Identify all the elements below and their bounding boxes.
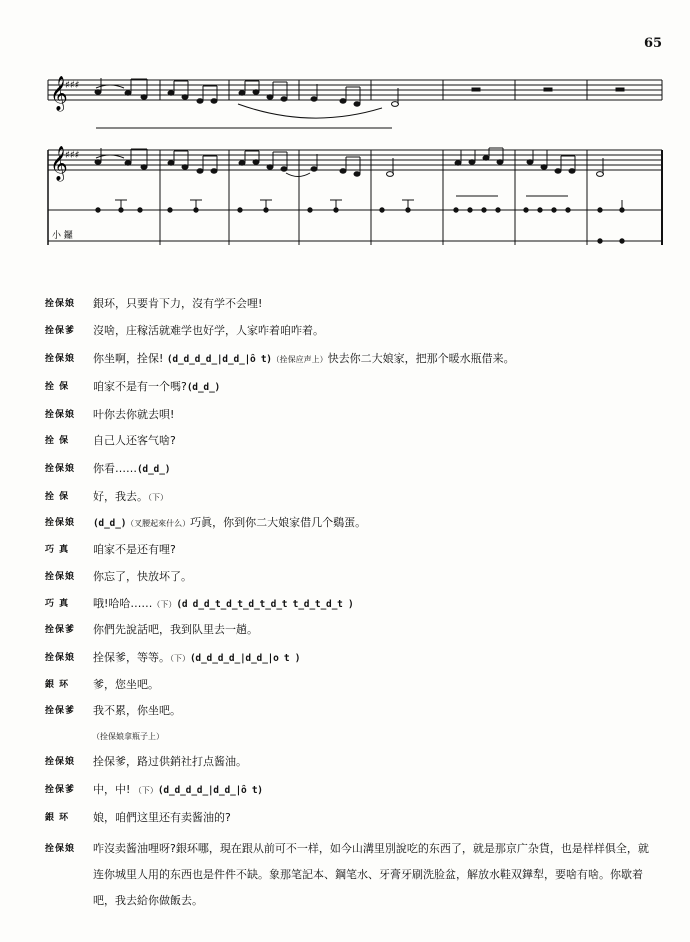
spoken-text: 沒啥，庄稼活就难学也好学，人家咋着咱咋着。	[93, 324, 324, 337]
percussion-rhythm: (d̲d̲d̲d̲|d̲d̲|ȏ t)	[157, 785, 263, 796]
dialogue-line	[45, 515, 655, 532]
dialogue-line	[45, 810, 655, 826]
speaker-name: 拴 保	[45, 492, 70, 502]
stage-note: （下）	[152, 600, 177, 609]
spoken-text: 你坐啊，拴保!	[93, 352, 167, 365]
svg-text:♯♯♯: ♯♯♯	[65, 150, 80, 161]
speaker-name: 拴保爹	[45, 625, 76, 635]
music-score	[0, 0, 690, 262]
dialogue-line	[45, 323, 655, 339]
dialogue-line	[45, 489, 655, 506]
dialogue-text	[93, 433, 651, 449]
speaker-name: 拴保娘	[45, 844, 76, 854]
spoken-text: 銀环，只要肯下力，沒有学不会哩!	[93, 297, 263, 310]
percussion-rhythm: (d̲d̲)	[186, 382, 220, 393]
speaker-name: 拴 保	[45, 382, 70, 392]
dialogue-line	[45, 650, 655, 667]
dialogue-line	[45, 622, 655, 638]
svg-text:♯♯♯: ♯♯♯	[65, 80, 80, 91]
speaker-name: 拴 保	[45, 436, 70, 446]
dialogue-line	[45, 296, 655, 312]
spoken-text: 娘，咱們这里还有卖酱油的?	[93, 811, 231, 824]
spoken-text: 自己人还客气啥?	[93, 434, 176, 447]
speaker-name: 銀 环	[45, 680, 70, 690]
spoken-text: 好，我去。	[93, 490, 148, 503]
dialogue-line	[45, 677, 655, 693]
speaker-name: 拴保娘	[45, 572, 76, 582]
spoken-text: 快去你二大娘家，把那个暖水瓶借来。	[327, 352, 515, 365]
dialogue-line	[45, 407, 655, 423]
vocal-staff	[48, 76, 662, 128]
spoken-text: 我不累，你坐吧。	[93, 704, 181, 717]
speaker-name: 拴保娘	[45, 518, 76, 528]
spoken-text: 爹，您坐吧。	[93, 678, 159, 691]
dialogue-text	[93, 351, 651, 368]
spoken-text: 叶你去你就去唄!	[93, 408, 175, 421]
speaker-name: 拴保爹	[45, 785, 76, 795]
speaker-name: 巧 真	[45, 599, 70, 609]
stage-note: （下）	[148, 493, 168, 502]
spoken-text: 咱家不是还有哩?	[93, 543, 176, 556]
dialogue-text	[93, 677, 651, 693]
percussion-rhythm: (d̲d̲d̲d̲|d̲d̲|ȏ t)	[166, 354, 272, 365]
dialogue-text	[93, 379, 651, 396]
dialogue-line	[45, 569, 655, 585]
dialogue-line	[45, 433, 655, 449]
dialogue-line	[45, 542, 655, 558]
speaker-name: 銀 环	[45, 813, 70, 823]
dialogue-text	[93, 782, 651, 799]
dialogue-text	[93, 461, 651, 478]
stage-note: （下）	[133, 786, 158, 795]
speaker-name: 拴保娘	[45, 354, 76, 364]
dialogue-text	[93, 596, 651, 613]
dialogue-text	[93, 622, 651, 638]
dialogue-text	[93, 489, 651, 506]
dialogue-text	[93, 569, 651, 585]
dialogue-text	[93, 323, 651, 339]
dialogue-line	[45, 754, 655, 770]
dialogue-line	[45, 596, 655, 613]
dialogue-text	[93, 542, 651, 558]
dialogue-line	[45, 836, 655, 914]
accompaniment-staff	[48, 146, 662, 245]
dialogue-text	[93, 296, 651, 312]
spoken-text: 巧眞，你到你二大娘家借几个鷄蛋。	[190, 516, 367, 529]
speaker-name: 拴保爹	[45, 706, 76, 716]
dialogue-text	[93, 650, 651, 667]
spoken-text: 拴保爹，路过供銷社打点酱油。	[93, 755, 247, 768]
svg-text:𝄞: 𝄞	[50, 146, 68, 181]
stage-direction: （拴保娘拿瓶子上）	[92, 732, 164, 741]
speaker-name: 巧 真	[45, 545, 70, 555]
dialogue-line	[45, 703, 655, 719]
spoken-text: 你們先說話吧，我到队里去一趟。	[93, 623, 258, 636]
stage-note: （拴保应声上）	[271, 355, 328, 364]
percussion-rhythm: (d̲d̲)	[93, 518, 127, 529]
percussion-rhythm: (d̲d̲)	[137, 464, 171, 475]
dialogue-text	[93, 515, 651, 532]
dialogue-text	[93, 754, 651, 770]
stage-note: （叉腰起來什么）	[126, 519, 191, 528]
spoken-text: 你看……	[93, 462, 137, 475]
dialogue-text	[93, 836, 651, 914]
spoken-text: 拴保爹，等等。	[93, 651, 170, 664]
percussion-rhythm: (d d̲d̲t̲d̲t̲d̲t̲d̲t t̲d̲t̲d̲t )	[176, 599, 354, 610]
dialogue-line	[45, 379, 655, 396]
percussion-staff	[48, 196, 662, 243]
spoken-text: 哦!哈哈……	[93, 597, 153, 610]
speaker-name: 拴保娘	[45, 410, 76, 420]
dialogue-text	[93, 407, 651, 423]
spoken-text: 咱家不是有一个嗎?	[93, 380, 187, 393]
dialogue-line	[45, 782, 655, 799]
dialogue-text	[93, 703, 651, 719]
speaker-name: 拴保娘	[45, 464, 76, 474]
dialogue-line	[45, 461, 655, 478]
percussion-label: 小 鑼	[52, 231, 73, 241]
speaker-name: 拴保娘	[45, 299, 76, 309]
speaker-name: 拴保娘	[45, 757, 76, 767]
speaker-name: 拴保爹	[45, 326, 76, 336]
spoken-text: 你忘了，快放坏了。	[93, 570, 192, 583]
dialogue-line	[45, 351, 655, 368]
spoken-text: 中，中!	[93, 783, 134, 796]
dialogue-text	[93, 810, 651, 826]
percussion-rhythm: (d̲d̲d̲d̲|d̲d̲|o t )	[190, 653, 301, 664]
page-number: 65	[644, 36, 663, 51]
spoken-text: 咋沒卖酱油哩呀?銀环哪，現在跟从前可不一样，如今山溝里別說吃的东西了，就是那京广杂貨，也是样样俱全，就连你城里人用的东西也是件件不缺。象那笔記本、鋼笔水、牙膏牙刷洗脸盆，解放水鞋双鏵犁，要啥有啥。你歇着吧，我去給你做飯去。	[93, 842, 649, 907]
stage-note: （下）	[170, 654, 190, 663]
svg-text:𝄞: 𝄞	[50, 76, 68, 111]
speaker-name: 拴保娘	[45, 653, 76, 663]
